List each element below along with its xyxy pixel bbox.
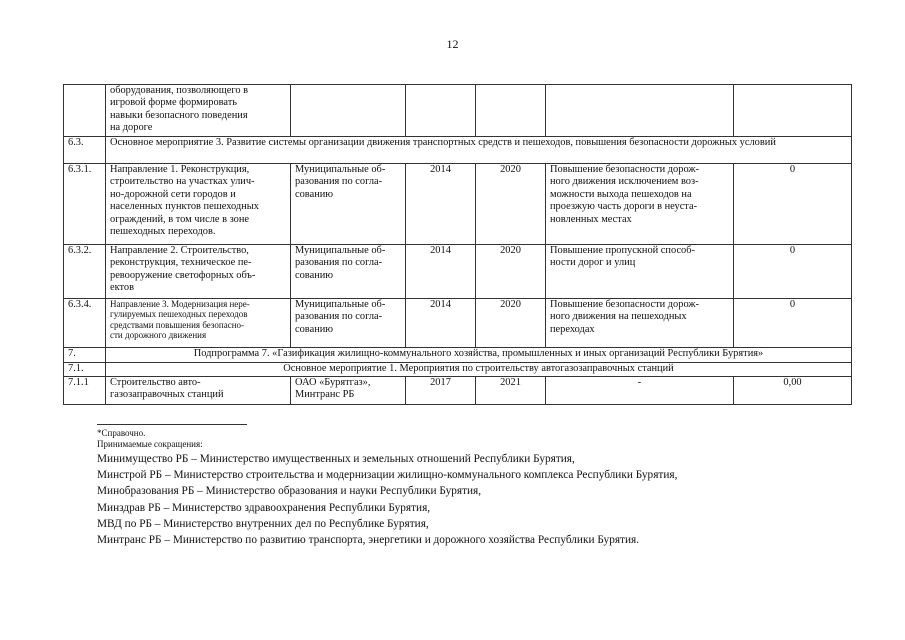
end-year: 2021 xyxy=(476,377,546,405)
start-year: 2014 xyxy=(406,299,476,348)
row-number: 7. xyxy=(64,348,106,363)
executor: Муниципальные об- разования по согла- сованию xyxy=(291,164,406,245)
row-number: 6.3.2. xyxy=(64,245,106,299)
expected-result: Повышение безопасности дорож- ного движения на пешеходных переходах xyxy=(546,299,734,348)
table-row xyxy=(64,137,852,164)
executor: Муниципальные об- разования по согла- сованию xyxy=(291,299,406,348)
table-row xyxy=(64,245,852,299)
table-row xyxy=(64,363,852,377)
activity-name: Направление 1. Реконструкция, строительство на участках улич- но-дорожной сети городов и населенных пунктов пешеходных ограждений, в том числе в зоне пешеходных переходов. xyxy=(106,164,291,245)
section-title: Основное мероприятие 3. Развитие системы организации движения транспортных средств и пешеходов, повышения безопасности дорожных условий xyxy=(106,137,852,164)
table-row xyxy=(64,164,852,245)
table-cell xyxy=(291,85,406,137)
footnote-divider xyxy=(97,424,247,425)
start-year: 2014 xyxy=(406,164,476,245)
section-title: Основное мероприятие 1. Мероприятия по строительству автогазозаправочных станций xyxy=(106,363,852,377)
row-number: 7.1.1 xyxy=(64,377,106,405)
indicator-value: 0 xyxy=(734,299,852,348)
indicator-value: 0 xyxy=(734,164,852,245)
activity-name: Строительство авто- газозаправочных станций xyxy=(106,377,291,405)
table-row xyxy=(64,299,852,348)
footnote-reference: *Справочно. xyxy=(97,428,146,438)
subprogram-title: Подпрограмма 7. «Газификация жилищно-коммунального хозяйства, промышленных и иных организаций Республики Бурятия» xyxy=(106,348,852,363)
activity-name: Направление 3. Модернизация нере- гулируемых пешеходных переходов средствами повышения безопасно- сти дорожного движения xyxy=(106,299,291,348)
expected-result: - xyxy=(546,377,734,405)
abbreviation-item: Минобразования РБ – Министерство образования и науки Республики Бурятия, xyxy=(97,485,482,498)
table-cell xyxy=(734,85,852,137)
row-number: 6.3. xyxy=(64,137,106,164)
table-cell xyxy=(476,85,546,137)
table-row xyxy=(64,348,852,363)
table-row xyxy=(64,377,852,405)
end-year: 2020 xyxy=(476,299,546,348)
row-number: 6.3.4. xyxy=(64,299,106,348)
abbreviation-item: Минимущество РБ – Министерство имущественных и земельных отношений Республики Бурятия, xyxy=(97,453,575,465)
table-row xyxy=(64,85,852,137)
executor: Муниципальные об- разования по согла- сованию xyxy=(291,245,406,299)
expected-result: Повышение безопасности дорож- ного движения исключением воз- можности выхода пешеходов на проезжую часть дороги в неуста- новленных местах xyxy=(546,164,734,245)
abbreviation-item: Минстрой РБ – Министерство строительства и модернизации жилищно-коммунального комплекса Республики Бурятия, xyxy=(97,469,678,482)
start-year: 2017 xyxy=(406,377,476,405)
end-year: 2020 xyxy=(476,245,546,299)
row-number: 7.1. xyxy=(64,363,106,377)
table-cell xyxy=(406,85,476,137)
indicator-value: 0,00 xyxy=(734,377,852,405)
row-number: 6.3.1. xyxy=(64,164,106,245)
program-table xyxy=(63,84,852,405)
table-cell: оборудования, позволяющего в игровой форме формировать навыки безопасного поведения на дороге xyxy=(106,85,291,137)
table-cell xyxy=(546,85,734,137)
abbreviation-item: МВД по РБ – Министерство внутренних дел по Республике Бурятия, xyxy=(97,517,429,530)
executor: ОАО «Бурятгаз», Минтранс РБ xyxy=(291,377,406,405)
footnote xyxy=(97,428,203,450)
table-cell xyxy=(64,85,106,137)
indicator-value: 0 xyxy=(734,245,852,299)
start-year: 2014 xyxy=(406,245,476,299)
activity-name: Направление 2. Строительство, реконструкция, техническое пе- ревооружение светофорных объ- ектов xyxy=(106,245,291,299)
abbreviation-item: Минтранс РБ – Министерство по развитию транспорта, энергетики и дорожного хозяйства Республики Бурятия. xyxy=(97,534,640,547)
page-number: 12 xyxy=(446,37,459,51)
abbreviation-item: Минздрав РБ – Министерство здравоохранения Республики Бурятия, xyxy=(97,501,431,514)
expected-result: Повышение пропускной способ- ности дорог и улиц xyxy=(546,245,734,299)
abbreviations-list xyxy=(97,451,677,548)
abbreviations-title: Принимаемые сокращения: xyxy=(97,439,203,449)
end-year: 2020 xyxy=(476,164,546,245)
